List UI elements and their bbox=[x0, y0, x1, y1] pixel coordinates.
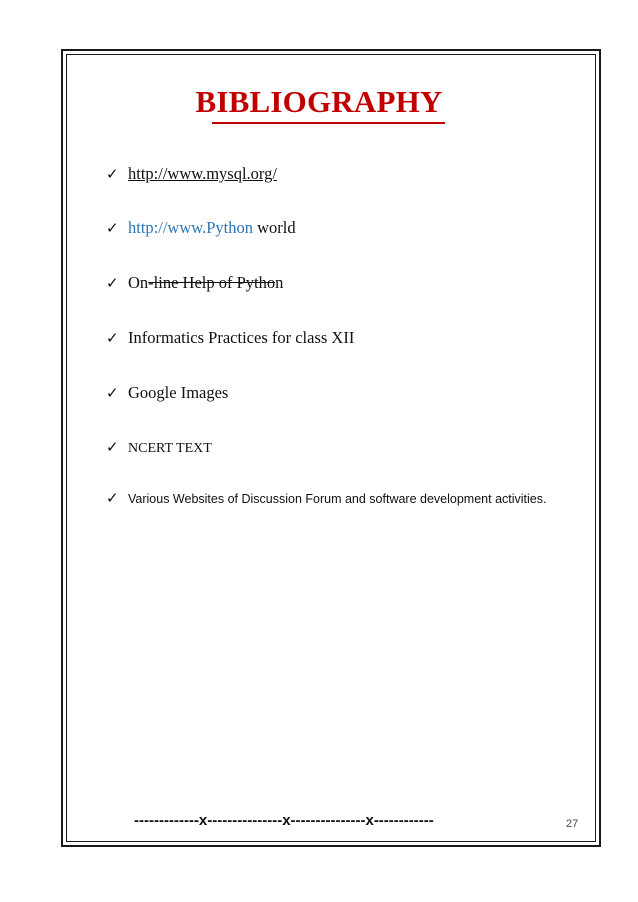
python-link-suffix: world bbox=[252, 218, 296, 237]
check-icon: ✓ bbox=[106, 329, 119, 347]
google-images-text: Google Images bbox=[128, 383, 229, 402]
bibliography-item-python-world bbox=[106, 218, 296, 238]
check-icon: ✓ bbox=[106, 165, 119, 183]
websites-text: Various Websites of Discussion Forum and software development activities. bbox=[128, 492, 547, 506]
bibliography-item-ncert bbox=[106, 437, 212, 457]
footer-separator: -------------x---------------x---------------x------------ bbox=[134, 812, 434, 829]
online-help-suffix: n bbox=[275, 273, 284, 292]
check-icon: ✓ bbox=[106, 274, 119, 292]
ncert-text: NCERT TEXT bbox=[128, 441, 212, 456]
mysql-link[interactable]: http://www.mysql.org/ bbox=[128, 164, 277, 183]
check-icon: ✓ bbox=[106, 219, 119, 237]
check-icon: ✓ bbox=[106, 384, 119, 402]
python-link[interactable]: http://www.Python bbox=[128, 218, 253, 237]
page-title: BIBLIOGRAPHY bbox=[195, 84, 443, 119]
page-number: 27 bbox=[566, 818, 579, 830]
online-help-prefix: On bbox=[128, 273, 149, 292]
bibliography-item-google-images bbox=[106, 383, 228, 403]
bibliography-item-online-help bbox=[106, 273, 283, 293]
bibliography-item-informatics bbox=[106, 328, 354, 348]
informatics-text: Informatics Practices for class XII bbox=[128, 328, 355, 347]
check-icon: ✓ bbox=[106, 438, 119, 456]
title-underline bbox=[212, 122, 445, 124]
bibliography-item-mysql bbox=[106, 164, 277, 184]
check-icon: ✓ bbox=[106, 489, 119, 507]
bibliography-item-websites bbox=[106, 488, 546, 508]
online-help-struck: -line Help of Pytho bbox=[148, 273, 276, 292]
